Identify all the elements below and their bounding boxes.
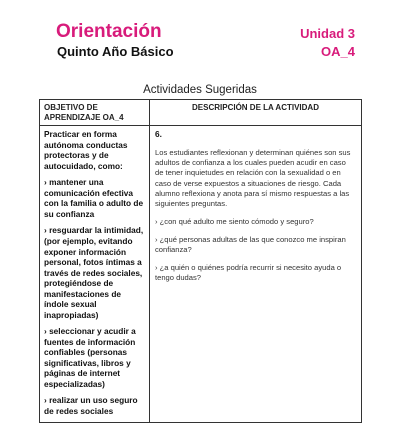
activity-paragraph: Los estudiantes reflexionan y determinan quiénes son sus adultos de confianza a los cuales pueden acudir en caso de tener inquietudes en relación con la sexualidad o en caso de verse expuestos a situaciones de riesgo. Cada alumno reflexiona y anota para sí mismo respuestas a las siguientes preguntas. [155,148,351,208]
page-header [0,0,400,70]
table-row [40,126,362,423]
page-title: Orientación [56,21,162,42]
activity-question: › ¿a quién o quiénes podría recurrir si necesito ayuda o tengo dudas? [155,263,342,283]
objective-item: › mantener una comunicación efectiva con la familia o adulto de su confianza [44,177,144,219]
activity-question: › ¿con qué adulto me siento cómodo y seguro? [155,216,314,226]
description-column-header: DESCRIPCIÓN DE LA ACTIVIDAD [150,100,362,126]
activity-number: 6. [155,129,162,140]
objectives-cell [40,126,150,423]
objective-item: › resguardar la intimidad, (por ejemplo, evitando exponer información personal, fotos íntimas a través de redes sociales, protegiéndose de manifestaciones de índole sexual inapropiadas) [44,225,144,320]
activities-table [39,99,362,423]
description-cell [150,126,362,423]
objective-item: › realizar un uso seguro de redes sociales [44,395,138,416]
objective-item: › seleccionar y acudir a fuentes de información confiables (personas significativas, libros y páginas de internet especializadas) [44,326,136,389]
activity-question: › ¿qué personas adultas de las que conozco me inspiran confianza? [155,234,346,254]
section-title: Actividades Sugeridas [143,84,257,96]
grade-subtitle: Quinto Año Básico [57,44,174,59]
objective-code: OA_4 [321,44,355,59]
objective-intro: Practicar en forma autónoma conductas protectoras y de autocuidado, como: [44,129,128,171]
table-header-row [40,100,362,126]
objective-column-header: OBJETIVO DE APRENDIZAJE OA_4 [40,100,150,126]
unit-label: Unidad 3 [300,26,355,41]
